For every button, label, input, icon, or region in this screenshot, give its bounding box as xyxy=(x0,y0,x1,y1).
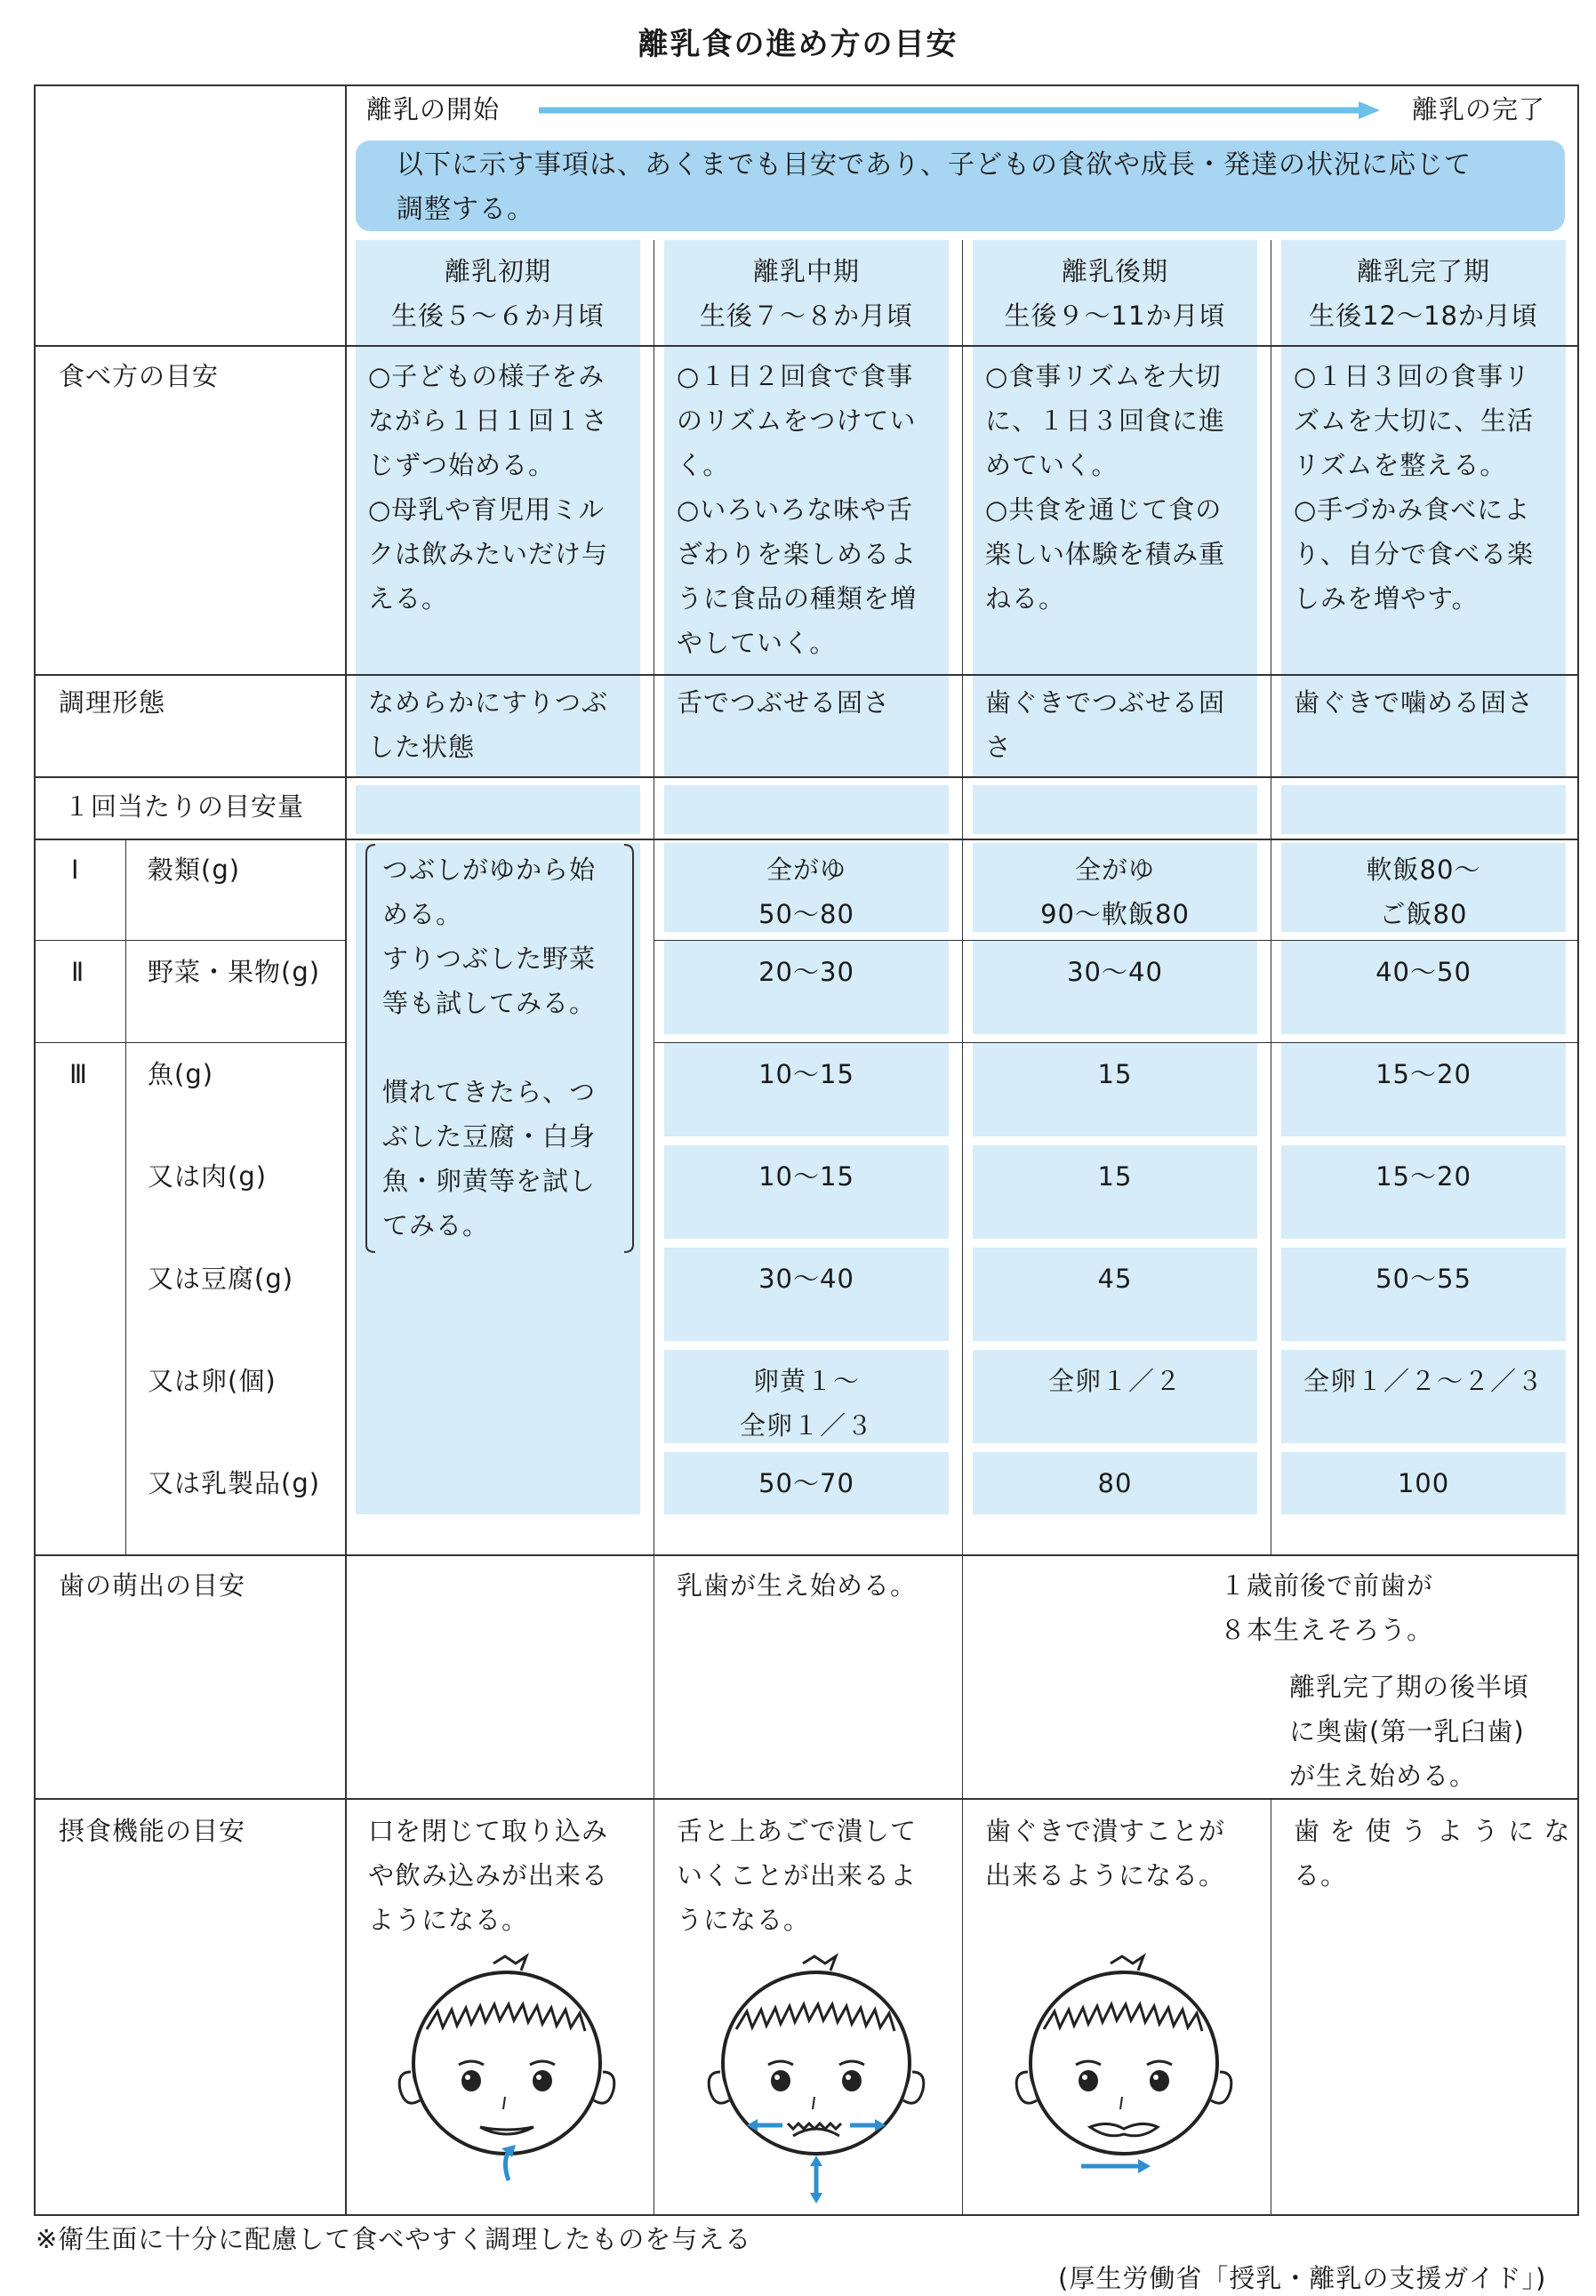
egg-mid: 卵黄１～ 全卵１／３ xyxy=(739,1366,873,1441)
note-text: 以下に示す事項は、あくまでも目安であり、子どもの食欲や成長・発達の状況に応じて 調整する。 xyxy=(397,149,1472,225)
row-name-egg: 又は卵(個) xyxy=(148,1366,277,1396)
row-name-vegetables: 野菜・果物(g) xyxy=(148,957,321,987)
row-num-2: Ⅱ xyxy=(71,957,85,987)
early-note-brackets xyxy=(365,843,635,1254)
timeline-end: 離乳の完了 xyxy=(1412,94,1546,124)
cooking-late: 歯ぐきでつぶせる固 さ xyxy=(985,687,1226,762)
meat-complete: 15～20 xyxy=(1375,1161,1472,1192)
vegetables-complete: 40～50 xyxy=(1375,957,1472,987)
grains-mid: 全がゆ 50～80 xyxy=(758,855,854,929)
teeth-mid: 乳歯が生え始める。 xyxy=(677,1570,918,1601)
stage-early-header: 離乳初期 生後５～６か月頃 xyxy=(390,256,605,331)
teeth-complete: 離乳完了期の後半頃 に奥歯(第一乳臼歯) が生え始める。 xyxy=(1289,1672,1530,1791)
fish-mid: 10～15 xyxy=(758,1059,854,1089)
eating-mid: ○１日２回食で食事 のリズムをつけてい く。 ○いろいろな味や舌 ざわりを楽しめるよ うに食品の種類を増 やしていく。 xyxy=(677,361,918,658)
timeline-arrow xyxy=(539,100,1383,121)
eating-early: ○子どもの様子をみ ながら１日１回１さ じずつ始める。 ○母乳や育児用ミル クは飲みたいだけ与 える。 xyxy=(368,361,609,614)
vegetables-mid: 20～30 xyxy=(758,957,854,987)
egg-complete: 全卵１／２～２／３ xyxy=(1303,1366,1544,1396)
cooking-early: なめらかにすりつぶ した状態 xyxy=(368,687,609,762)
stage-late-header: 離乳後期 生後９～11か月頃 xyxy=(1004,256,1226,331)
child-face-late-illustration xyxy=(1008,1947,1239,2196)
grains-late: 全がゆ 90～軟飯80 xyxy=(1040,855,1190,929)
dairy-late: 80 xyxy=(1097,1468,1133,1498)
dairy-complete: 100 xyxy=(1397,1468,1450,1498)
egg-late: 全卵１／２ xyxy=(1047,1366,1182,1396)
cooking-complete: 歯ぐきで噛める固さ xyxy=(1294,687,1535,718)
eating-label: 食べ方の目安 xyxy=(59,361,220,391)
grains-complete: 軟飯80～ ご飯80 xyxy=(1366,855,1481,929)
footnote: ※衛生面に十分に配慮して食べやすく調理したものを与える xyxy=(36,2224,752,2254)
feeding-complete: 歯 を 使 う よ う に な る。 xyxy=(1294,1816,1571,1891)
row-name-fish: 魚(g) xyxy=(148,1059,214,1089)
row-num-3: Ⅲ xyxy=(69,1059,88,1089)
row-name-dairy: 又は乳製品(g) xyxy=(148,1468,321,1498)
source-citation: (厚生労働省「授乳・離乳の支援ガイド」) xyxy=(1058,2263,1547,2293)
feeding-label: 摂食機能の目安 xyxy=(59,1816,246,1846)
vegetables-late: 30～40 xyxy=(1067,957,1163,987)
feeding-late: 歯ぐきで潰すことが 出来るようになる。 xyxy=(985,1816,1226,1891)
child-face-early-illustration xyxy=(391,1947,622,2196)
row-num-1: Ⅰ xyxy=(71,855,80,885)
feeding-mid: 舌と上あごで潰して いくことが出来るよ うになる。 xyxy=(677,1816,918,1935)
page-title: 離乳食の進め方の目安 xyxy=(638,27,958,62)
row-name-tofu: 又は豆腐(g) xyxy=(148,1264,294,1294)
teeth-label: 歯の萌出の目安 xyxy=(59,1570,246,1601)
tofu-complete: 50～55 xyxy=(1375,1264,1472,1294)
cooking-mid: 舌でつぶせる固さ xyxy=(677,687,891,718)
eating-late: ○食事リズムを大切 に、１日３回食に進 めていく。 ○共食を通じて食の 楽しい体験を積み重 ねる。 xyxy=(985,361,1226,614)
timeline-start: 離乳の開始 xyxy=(366,94,501,124)
tofu-late: 45 xyxy=(1097,1264,1133,1294)
amount-early-note: つぶしがゆから始 める。 すりつぶした野菜 等も試してみる。 慣れてきたら、つ ぶした豆腐・白身 魚・卵黄等を試し てみる。 xyxy=(382,855,597,1240)
child-face-mid-illustration xyxy=(701,1947,932,2205)
meat-late: 15 xyxy=(1097,1161,1133,1192)
stage-complete-header: 離乳完了期 生後12～18か月頃 xyxy=(1309,256,1538,331)
tofu-mid: 30～40 xyxy=(758,1264,854,1294)
row-name-meat: 又は肉(g) xyxy=(148,1161,268,1192)
fish-late: 15 xyxy=(1097,1059,1133,1089)
dairy-mid: 50～70 xyxy=(758,1468,854,1498)
feeding-early: 口を閉じて取り込み や飲み込みが出来る ようになる。 xyxy=(368,1816,609,1935)
eating-complete: ○１日３回の食事リ ズムを大切に、生活 リズムを整える。 ○手づかみ食べによ り、自分で食べる楽 しみを増やす。 xyxy=(1294,361,1535,614)
cooking-label: 調理形態 xyxy=(59,687,166,718)
teeth-late: １歳前後で前歯が ８本生えそろう。 xyxy=(1220,1570,1434,1645)
meat-mid: 10～15 xyxy=(758,1161,854,1192)
row-name-grains: 穀類(g) xyxy=(148,855,241,885)
fish-complete: 15～20 xyxy=(1375,1059,1472,1089)
stage-mid-header: 離乳中期 生後７～８か月頃 xyxy=(699,256,913,331)
amount-label: １回当たりの目安量 xyxy=(64,791,305,822)
